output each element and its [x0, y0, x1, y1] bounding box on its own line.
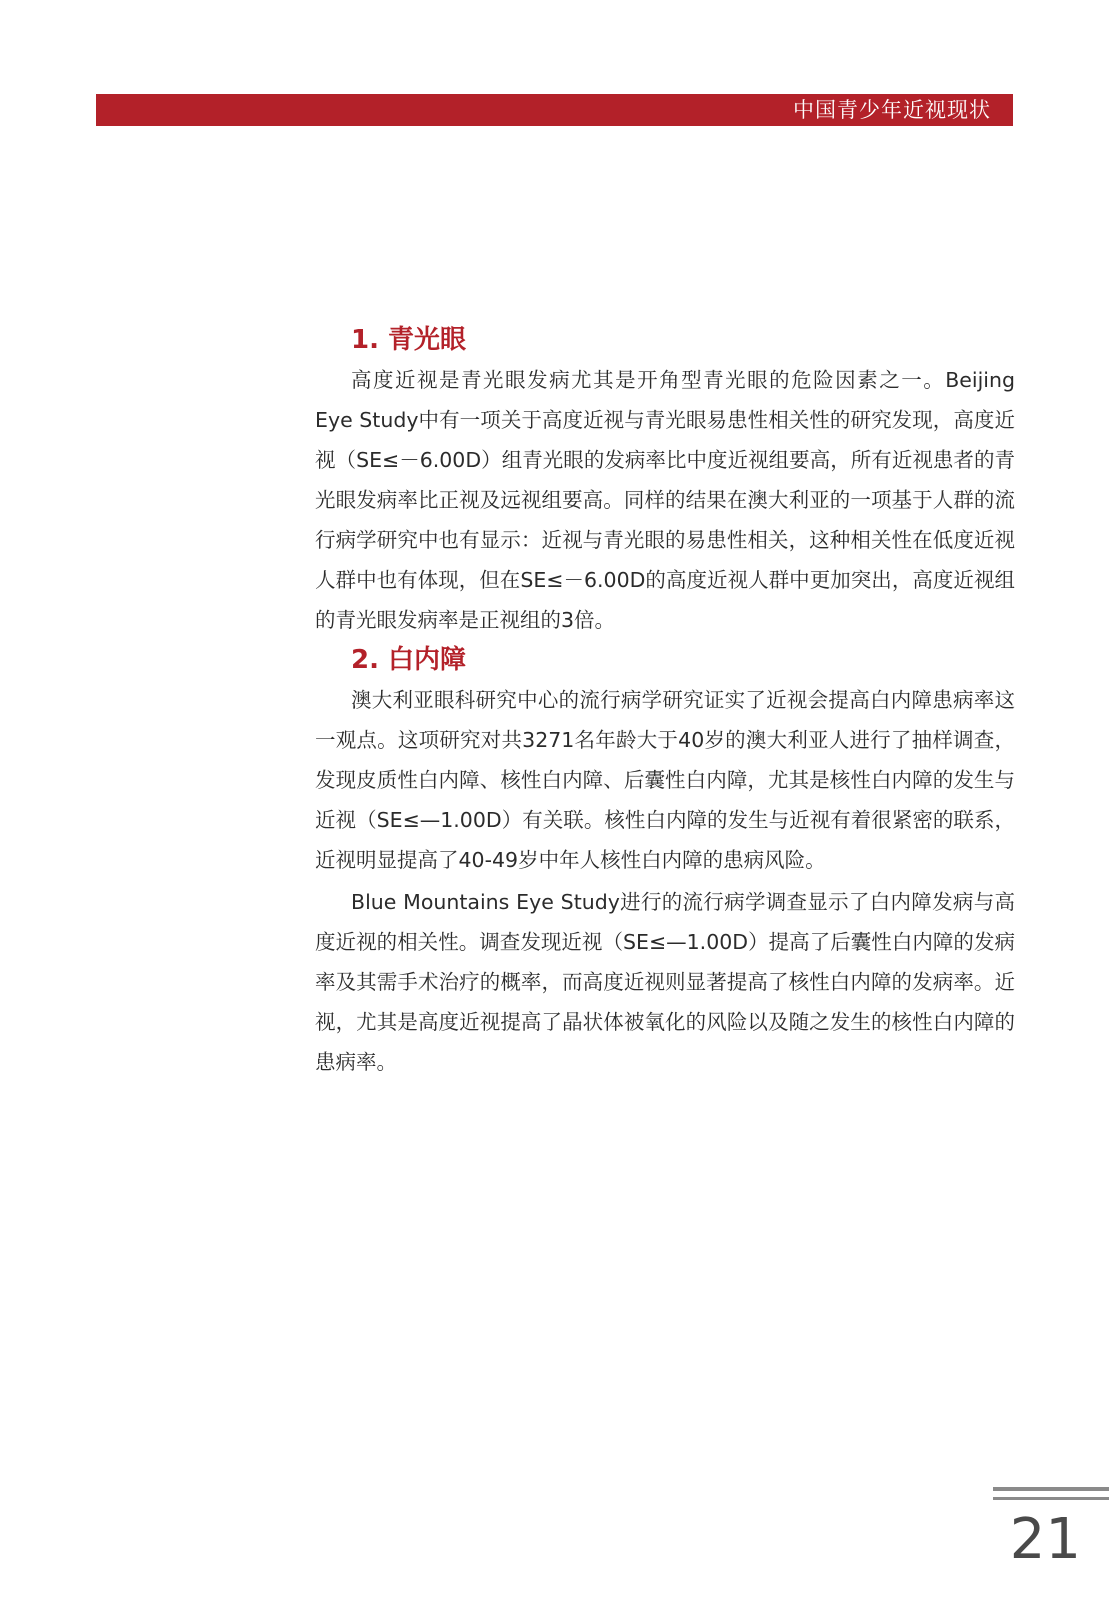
page-number: 21: [1009, 1507, 1081, 1572]
header-title: 中国青少年近视现状: [793, 98, 991, 122]
section-heading-cataract: 2. 白内障: [351, 645, 467, 675]
paragraph-cataract-2: Blue Mountains Eye Study进行的流行病学调查显示了白内障发病与高度近视的相关性。调查发现近视（SE≤—1.00D）提高了后囊性白内障的发病率及其需手术治疗的概率，而高度近视则显著提高了核性白内障的发病率。近视，尤其是高度近视提高了晶状体被氧化的风险以及随之发生的核性白内障的患病率。: [315, 890, 1015, 1074]
paragraph-cataract-1: 澳大利亚眼科研究中心的流行病学研究证实了近视会提高白内障患病率这一观点。这项研究对共3271名年龄大于40岁的澳大利亚人进行了抽样调查，发现皮质性白内障、核性白内障、后囊性白内障，尤其是核性白内障的发生与近视（SE≤—1.00D）有关联。核性白内障的发生与近视有着很紧密的联系，近视明显提高了40-49岁中年人核性白内障的患病风险。: [315, 688, 1015, 872]
paragraph-glaucoma: 高度近视是青光眼发病尤其是开角型青光眼的危险因素之一。Beijing Eye Study中有一项关于高度近视与青光眼易患性相关性的研究发现，高度近视（SE≤－6.00D）组青光眼的发病率比中度近视组要高，所有近视患者的青光眼发病率比正视及远视组要高。同样的结果在澳大利亚的一项基于人群的流行病学研究中也有显示：近视与青光眼的易患性相关，这种相关性在低度近视人群中也有体现，但在SE≤－6.00D的高度近视人群中更加突出，高度近视组的青光眼发病率是正视组的3倍。: [315, 368, 1015, 632]
footer-rule-bottom: [993, 1497, 1109, 1500]
header-bar: [96, 94, 1013, 126]
section-heading-glaucoma: 1. 青光眼: [351, 325, 467, 355]
main-content: [315, 320, 1015, 1082]
footer-rule-top: [993, 1487, 1109, 1491]
footer-rule: [993, 1487, 1109, 1500]
